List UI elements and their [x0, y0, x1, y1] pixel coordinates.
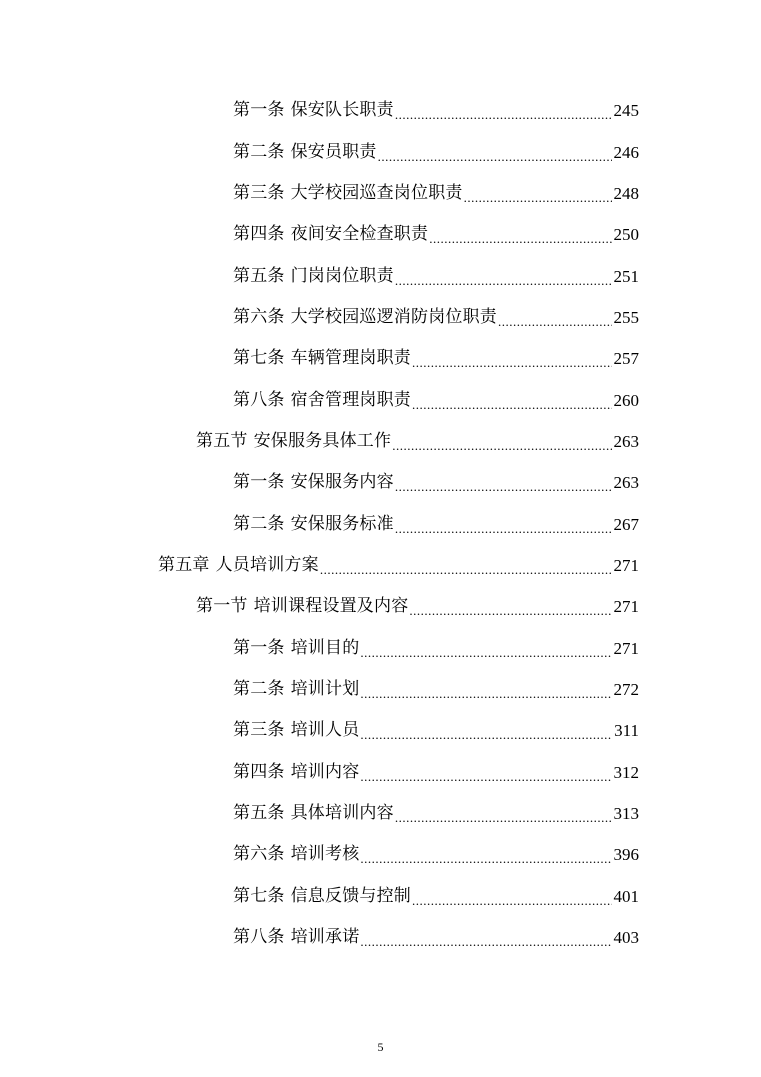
toc-entry-page: 246	[613, 142, 639, 162]
toc-entry-label: 第五条	[233, 265, 285, 286]
toc-entry-label: 第四条	[233, 224, 285, 245]
dot-leader	[378, 150, 612, 163]
toc-entry-page: 272	[613, 679, 639, 699]
toc-entry[interactable]	[233, 834, 639, 875]
toc-entry[interactable]	[233, 379, 639, 420]
toc-entry-page: 245	[613, 101, 639, 121]
toc-entry-text: 宿舍管理岗职责	[290, 389, 412, 410]
toc-entry-title	[233, 846, 359, 863]
toc-entry-page: 255	[613, 307, 639, 327]
toc-entry-text: 培训目的	[290, 637, 360, 658]
dot-leader	[395, 108, 612, 121]
toc-entry-title	[233, 637, 360, 658]
toc-entry-text: 安保服务标准	[290, 513, 394, 534]
toc-entry-text: 信息反馈与控制	[290, 885, 412, 906]
toc-entry-page: 396	[613, 845, 639, 865]
toc-entry-text: 夜间安全检查职责	[290, 224, 429, 245]
toc-entry-title	[196, 430, 392, 451]
toc-entry-label: 第一条	[233, 472, 285, 493]
toc-entry-text: 培训人员	[290, 720, 360, 741]
toc-entry-label: 第六条	[233, 306, 285, 327]
toc-entry-page: 401	[613, 886, 639, 906]
toc-entry-label: 第一节	[196, 596, 248, 617]
dot-leader	[409, 604, 611, 617]
toc-entry-title	[233, 265, 394, 286]
page-number: 5	[377, 1040, 384, 1054]
toc-entry[interactable]	[233, 255, 639, 296]
toc-entry-page: 313	[613, 804, 639, 824]
dot-leader	[360, 770, 611, 783]
toc-entry-label: 第一条	[233, 637, 285, 658]
dot-leader	[429, 232, 611, 245]
dot-leader	[320, 563, 612, 576]
toc-entry-title	[233, 513, 394, 534]
toc-entry-title	[158, 554, 319, 575]
toc-entry-page: 263	[613, 473, 639, 493]
toc-entry-label: 第五章	[158, 554, 210, 575]
toc-entry-page: 271	[613, 597, 639, 617]
toc-entry-text: 培训计划	[290, 678, 360, 699]
toc-entry[interactable]	[158, 545, 639, 586]
toc-entry-page: 267	[613, 514, 639, 534]
toc-entry-text: 安保服务内容	[290, 472, 394, 493]
toc-entry-text: 大学校园巡查岗位职责	[290, 182, 463, 203]
toc-entry-title	[233, 141, 377, 162]
toc-entry-page: 263	[613, 431, 639, 451]
toc-entry-text: 培训承诺	[290, 927, 360, 948]
toc-entry[interactable]	[233, 752, 639, 793]
toc-entry-title	[233, 474, 394, 491]
toc-entry-title	[233, 929, 359, 946]
toc-entry-page: 250	[613, 225, 639, 245]
toc-entry-title	[233, 885, 412, 906]
toc-entry[interactable]	[233, 214, 639, 255]
toc-entry-label: 第二条	[233, 678, 285, 699]
toc-entry-text: 培训内容	[290, 761, 360, 782]
toc-entry-title	[233, 389, 412, 410]
dot-leader	[395, 480, 612, 493]
toc-entry-text: 培训课程设置及内容	[253, 596, 409, 617]
toc-entry-page: 251	[613, 266, 639, 286]
toc-entry[interactable]	[233, 917, 639, 958]
toc-entry-label: 第二条	[233, 141, 285, 162]
toc-entry[interactable]	[233, 669, 639, 710]
toc-entry-text: 门岗岗位职责	[290, 265, 394, 286]
toc-entry[interactable]	[233, 627, 639, 668]
toc-entry-label: 第七条	[233, 885, 285, 906]
dot-leader	[392, 439, 611, 452]
dot-leader	[395, 811, 612, 824]
toc-entry-label: 第一条	[233, 100, 285, 121]
dot-leader	[395, 522, 612, 535]
toc-entry-label: 第八条	[233, 927, 285, 948]
table-of-contents	[0, 90, 761, 958]
dot-leader	[412, 356, 611, 369]
toc-entry-title	[233, 722, 359, 739]
toc-entry-text: 具体培训内容	[290, 803, 394, 824]
toc-entry[interactable]	[233, 131, 639, 172]
dot-leader	[360, 852, 611, 865]
toc-entry-label: 第四条	[233, 761, 285, 782]
toc-entry[interactable]	[233, 876, 639, 917]
toc-entry[interactable]	[233, 90, 639, 131]
toc-entry-label: 第八条	[233, 389, 285, 410]
toc-entry-title	[196, 598, 408, 615]
toc-entry-label: 第三条	[233, 182, 285, 203]
dot-leader	[412, 398, 611, 411]
toc-entry[interactable]	[233, 297, 639, 338]
toc-entry-page: 312	[613, 762, 639, 782]
toc-entry-text: 培训考核	[290, 844, 360, 865]
toc-entry-text: 大学校园巡逻消防岗位职责	[290, 306, 498, 327]
toc-entry-title	[233, 102, 394, 119]
toc-entry[interactable]	[233, 710, 639, 751]
toc-entry[interactable]	[233, 338, 639, 379]
toc-entry-page: 403	[613, 928, 639, 948]
toc-entry-title	[233, 306, 498, 327]
dot-leader	[498, 315, 611, 328]
toc-entry[interactable]	[233, 503, 639, 544]
toc-entry-label: 第二条	[233, 513, 285, 534]
toc-entry-text: 保安队长职责	[290, 100, 394, 121]
toc-entry[interactable]	[196, 586, 639, 627]
toc-entry-page: 248	[613, 183, 639, 203]
dot-leader	[360, 687, 611, 700]
toc-entry-page: 260	[613, 390, 639, 410]
dot-leader	[464, 191, 612, 204]
toc-entry-title	[233, 350, 411, 367]
dot-leader	[360, 935, 611, 948]
toc-entry-title	[233, 182, 463, 203]
dot-leader	[412, 894, 611, 907]
toc-entry[interactable]	[233, 793, 639, 834]
toc-entry-text: 车辆管理岗职责	[290, 348, 412, 369]
toc-entry-text: 安保服务具体工作	[253, 430, 392, 451]
toc-entry-page: 271	[613, 555, 639, 575]
toc-entry-label: 第三条	[233, 720, 285, 741]
toc-entry-label: 第五节	[196, 430, 248, 451]
dot-leader	[360, 646, 611, 659]
toc-entry-page: 271	[613, 638, 639, 658]
toc-entry[interactable]	[233, 173, 639, 214]
dot-leader	[360, 728, 612, 741]
toc-entry-text: 保安员职责	[290, 141, 377, 162]
toc-entry-label: 第七条	[233, 348, 285, 369]
toc-entry-label: 第五条	[233, 803, 285, 824]
toc-entry-title	[233, 678, 360, 699]
toc-entry-label: 第六条	[233, 844, 285, 865]
dot-leader	[395, 274, 612, 287]
toc-entry[interactable]	[196, 421, 639, 462]
toc-entry-text: 人员培训方案	[215, 554, 319, 575]
toc-entry[interactable]	[233, 462, 639, 503]
toc-entry-title	[233, 805, 394, 822]
toc-entry-page: 311	[614, 721, 639, 741]
toc-entry-title	[233, 761, 360, 782]
toc-entry-page: 257	[613, 349, 639, 369]
toc-entry-title	[233, 226, 428, 243]
